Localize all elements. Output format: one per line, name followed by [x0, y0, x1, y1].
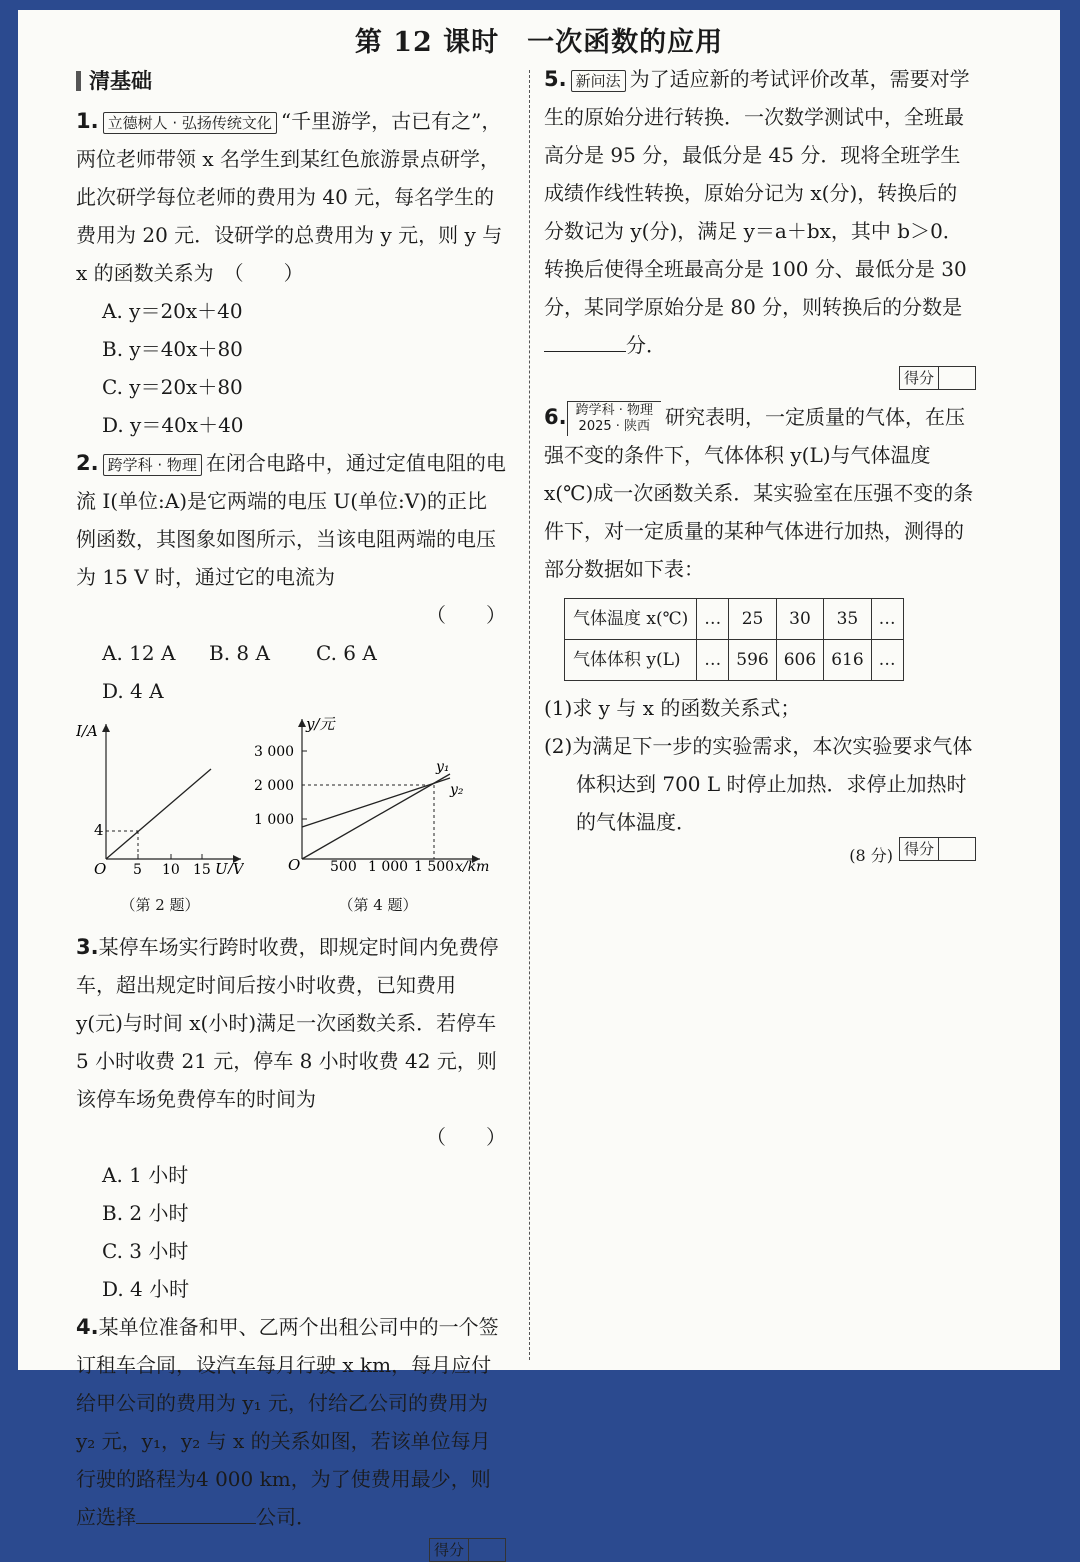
q3-options	[76, 1156, 506, 1308]
table-row	[565, 599, 904, 640]
question-5	[544, 60, 976, 364]
graph-q2-origin: O	[94, 860, 107, 874]
q1-option-c[interactable]: C. y＝20x＋80	[102, 375, 243, 399]
q6-tag	[567, 401, 661, 436]
q2-number: 2.	[76, 451, 99, 475]
score-cell[interactable]	[469, 1539, 505, 1561]
table-cell: …	[697, 599, 729, 640]
graph-q4-origin: O	[288, 856, 301, 874]
table-cell: 25	[729, 599, 776, 640]
right-column	[544, 60, 976, 875]
q1-text: “千里游学，古已有之”，两位老师带领 x 名学生到某红色旅游景点研学，此次研学每位老师的费用为 40 元，每名学生的费用为 20 元．设研学的总费用为 y 元，则 y 与 x 的函数关系为 （ ）	[76, 109, 503, 285]
q6-part-1: (1)求 y 与 x 的函数关系式；	[544, 696, 801, 720]
q2-option-b[interactable]: B. 8 A	[209, 641, 270, 665]
graph-q2-xtick-15: 15	[193, 862, 211, 874]
q1-tag: 立德树人 · 弘扬传统文化	[103, 112, 277, 134]
table-cell: 30	[776, 599, 823, 640]
graph-q4-xtick-1500: 1 500	[414, 859, 455, 874]
score-box-left	[76, 1538, 506, 1562]
graph-q4-xtick-500: 500	[330, 859, 357, 874]
graph-q4-series-y2: y₂	[450, 782, 464, 798]
table-cell: …	[871, 599, 903, 640]
q3-number: 3.	[76, 935, 99, 959]
question-3	[76, 928, 506, 1118]
section-heading	[76, 62, 506, 100]
q2-text: 在闭合电路中，通过定值电阻的电流 I(单位:A)是它两端的电压 U(单位:V)的正比例函数，其图象如图所示，当该电阻两端的电压为 15 V 时，通过它的电流为	[76, 451, 506, 589]
q2-option-a[interactable]: A. 12 A	[102, 641, 176, 665]
question-4	[76, 1308, 506, 1536]
q4-text: 某单位准备和甲、乙两个出租公司中的一个签订租车合同，设汽车每月行驶 x km，每月应付给甲公司的费用为 y₁ 元，付给乙公司的费用为 y₂ 元，y₁，y₂ 与 x 的关系如图，若该单位每月行驶的路程为4 000 km，为了使费用最少，则应选择	[76, 1315, 499, 1529]
graph-q4-xtick-1000: 1 000	[368, 859, 409, 874]
score-cell[interactable]	[939, 367, 975, 389]
graph-q2-caption: （第 2 题）	[120, 896, 200, 914]
q6-part-2-text: (2)为满足下一步的实验需求，本次实验要求气体体积达到 700 L 时停止加热．求停止加热时的气体温度．	[544, 734, 973, 834]
q3-option-c[interactable]: C. 3 小时	[102, 1239, 189, 1263]
q1-options	[76, 292, 506, 444]
table-cell: 35	[824, 599, 871, 640]
graph-q2-line	[106, 769, 211, 859]
question-1	[76, 102, 506, 292]
score-cell[interactable]	[939, 838, 975, 860]
graph-q4-ytick-2000: 2 000	[254, 778, 295, 794]
q2-tag: 跨学科 · 物理	[103, 454, 202, 476]
q3-option-a[interactable]: A. 1 小时	[102, 1163, 189, 1187]
table-cell: 气体温度 x(℃)	[565, 599, 697, 640]
graph-q2-svg	[76, 714, 244, 874]
graph-q4-ylabel: y/元	[306, 715, 335, 733]
q6-points: (8 分)	[849, 846, 893, 865]
graph-q4-ytick-3000: 3 000	[254, 744, 295, 760]
table-cell: 596	[729, 640, 776, 681]
score-box	[429, 1538, 506, 1562]
q6-data-table	[564, 598, 904, 681]
graph-q4-ytick-1000: 1 000	[254, 812, 295, 828]
q4-number: 4.	[76, 1315, 99, 1339]
q3-text: 某停车场实行跨时收费，即规定时间内免费停车，超出规定时间后按小时收费，已知费用 y(元)与时间 x(小时)满足一次函数关系．若停车 5 小时收费 21 元，停车 8 小时收费 42 元，则该停车场免费停车的时间为	[76, 935, 499, 1111]
table-cell: 气体体积 y(L)	[565, 640, 697, 681]
graph-q2-xtick-10: 10	[162, 862, 180, 874]
q6-text: 研究表明，一定质量的气体，在压强不变的条件下，气体体积 y(L)与气体温度 x(℃)成一次函数关系．某实验室在压强不变的条件下，对一定质量的某种气体进行加热，测得的部分数据如下表：	[544, 405, 974, 581]
question-2	[76, 444, 506, 596]
q6-number: 6.	[544, 405, 567, 429]
q5-text-end: 分．	[626, 333, 666, 357]
table-cell: 616	[824, 640, 871, 681]
q3-option-b[interactable]: B. 2 小时	[102, 1201, 189, 1225]
score-box-q6	[544, 837, 976, 875]
question-6	[544, 398, 976, 588]
q1-option-b[interactable]: B. y＝40x＋80	[102, 337, 243, 361]
graph-q4-line-y1	[302, 774, 450, 859]
q4-text-end: 公司．	[256, 1505, 316, 1529]
score-box	[899, 366, 976, 390]
graph-q2-xtick-5: 5	[133, 862, 142, 874]
q5-text: 为了适应新的考试评价改革，需要对学生的原始分进行转换．一次数学测试中，全班最高分是 95 分，最低分是 45 分．现将全班学生成绩作线性转换，原始分记为 x(分)，转换后的分数记为 y(分)，满足 y＝a＋bx，其中 b＞0．转换后使得全班最高分是 100 分、最低分是 30 分，某同学原始分是 80 分，则转换后的分数是	[544, 67, 970, 319]
worksheet-page	[18, 10, 1060, 1559]
graph-q2-xlabel: U/V	[215, 860, 244, 874]
q3-option-d[interactable]: D. 4 小时	[102, 1277, 190, 1301]
section-title: 清基础	[89, 69, 152, 93]
q6-tag-top: 跨学科 · 物理	[575, 403, 653, 418]
q1-option-d[interactable]: D. y＝40x＋40	[102, 413, 244, 437]
column-divider	[529, 70, 530, 1360]
q4-answer-blank[interactable]	[136, 1499, 256, 1524]
q2-option-c[interactable]: C. 6 A	[316, 641, 377, 665]
q5-number: 5.	[544, 67, 567, 91]
page-title: 第 12 课时 一次函数的应用	[354, 27, 724, 58]
table-cell: 606	[776, 640, 823, 681]
graph-q2-ytick-4: 4	[94, 821, 104, 839]
score-label: 得分	[900, 838, 939, 860]
table-cell: …	[697, 640, 729, 681]
q2-answer-paren[interactable]: （ ）	[426, 603, 506, 627]
graph-q4-svg	[250, 714, 506, 874]
graph-q4-series-y1: y₁	[436, 759, 450, 775]
score-label: 得分	[900, 367, 939, 389]
q5-answer-blank[interactable]	[544, 327, 626, 352]
graph-q4	[250, 714, 506, 924]
q1-option-a[interactable]: A. y＝20x＋40	[102, 299, 243, 323]
q2-options	[76, 634, 506, 710]
table-row	[565, 640, 904, 681]
score-label: 得分	[430, 1539, 469, 1561]
table-cell: …	[871, 640, 903, 681]
q3-answer-paren[interactable]: （ ）	[426, 1125, 506, 1149]
graph-q4-caption: （第 4 题）	[338, 896, 418, 914]
graph-q2-ylabel: I/A	[76, 722, 98, 740]
score-box-q5	[544, 366, 976, 390]
q1-number: 1.	[76, 109, 99, 133]
q2-option-d[interactable]: D. 4 A	[102, 679, 164, 703]
graph-q4-xlabel: x/km	[455, 859, 490, 874]
left-column	[76, 62, 506, 1562]
graph-q2	[76, 714, 244, 924]
score-box	[899, 837, 976, 861]
section-bar	[76, 71, 81, 91]
q6-tag-bottom: 2025 · 陕西	[578, 419, 651, 434]
graphs-row	[76, 714, 506, 924]
q6-part-2	[544, 727, 976, 841]
q5-tag: 新问法	[571, 70, 626, 92]
